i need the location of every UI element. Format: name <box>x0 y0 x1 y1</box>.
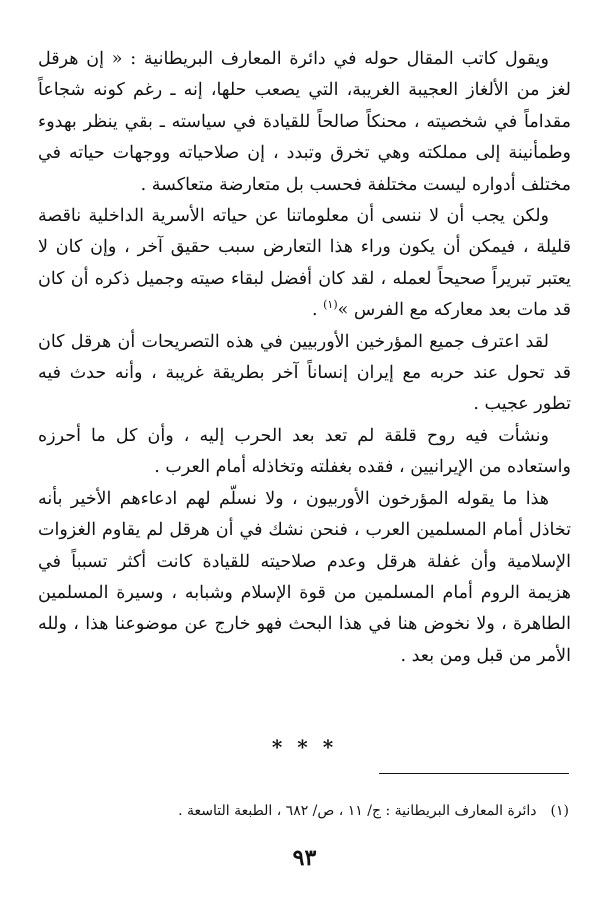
paragraph-3: لقد اعترف جميع المؤرخين الأوربيين في هذه التصريحات أن هرقل كان قد تحول عند حربه مع إيران إنساناً آخر بطريقة غريبة ، وأنه حدث فيه تطور عجيب . <box>38 331 571 415</box>
footnote-text: دائرة المعارف البريطانية : ج/ ١١ ، ص/ ٦٨٢ ، الطبعة التاسعة . <box>178 803 537 819</box>
paragraph-2-tail: . <box>311 300 324 321</box>
page-number: ٩٣ <box>292 845 317 871</box>
paragraph-4: ونشأت فيه روح قلقة لم تعد بعد الحرب إليه ، وأن كل ما أحرزه واستعاده من الإيرانيين ، فقده بغفلته وتخاذله أمام العرب . <box>38 425 571 478</box>
footnote-reference: (١) <box>323 298 338 312</box>
main-text <box>38 44 571 672</box>
paragraph-1: ويقول كاتب المقال حوله في دائرة المعارف البريطانية : « إن هرقل لغز من الألغاز العجيبة الغريبة، التي يصعب حلها، إنه ـ رغم كونه شجاعاً مقداماً في شخصيته ، محنكاً صالحاً للقيادة في سياسته ـ بقي ينظر بهدوء وطمأنينة إلى مملكته وهي تخرق وتبدد ، إن صلاحياته ووجهات حياته في مختلف أدواره ليست مختلفة فحسب بل متعارضة متعاكسة . <box>38 49 571 195</box>
section-separator: * * * <box>271 735 338 759</box>
paragraph-5: هذا ما يقوله المؤرخون الأوربيون ، ولا نسلّم لهم ادعاءهم الأخير بأنه تخاذل أمام المسلمين العرب ، فنحن نشك في أن هرقل لم يقاوم الغزوات الإسلامية وأن غفلة هرقل وعدم صلاحيته للقيادة كانت أكثر تسبباً في هزيمة الروم أمام المسلمين من قوة الإسلام وشبابه ، وسيرة المسلمين الطاهرة ، ولا نخوض هنا في هذا البحث فهو خارج عن موضوعنا هذا ، ولله الأمر من قبل ومن بعد . <box>38 488 571 666</box>
footnote <box>40 800 569 822</box>
footnote-number: (١) <box>550 803 569 819</box>
paragraph-2 <box>38 201 571 327</box>
paragraph-2-text: ولكن يجب أن لا ننسى أن معلوماتنا عن حياته الأسرية الداخلية ناقصة قليلة ، فيمكن أن يكون وراء هذا التعارض سبب حقيق آخر ، وإن كان لا يعتبر تبريراً صحيحاً لعمله ، لقد كان أفضل لبقاء صيته وجميل ذكره أن كان قد مات بعد معاركه مع الفرس » <box>38 206 571 321</box>
footnote-divider <box>379 773 569 774</box>
